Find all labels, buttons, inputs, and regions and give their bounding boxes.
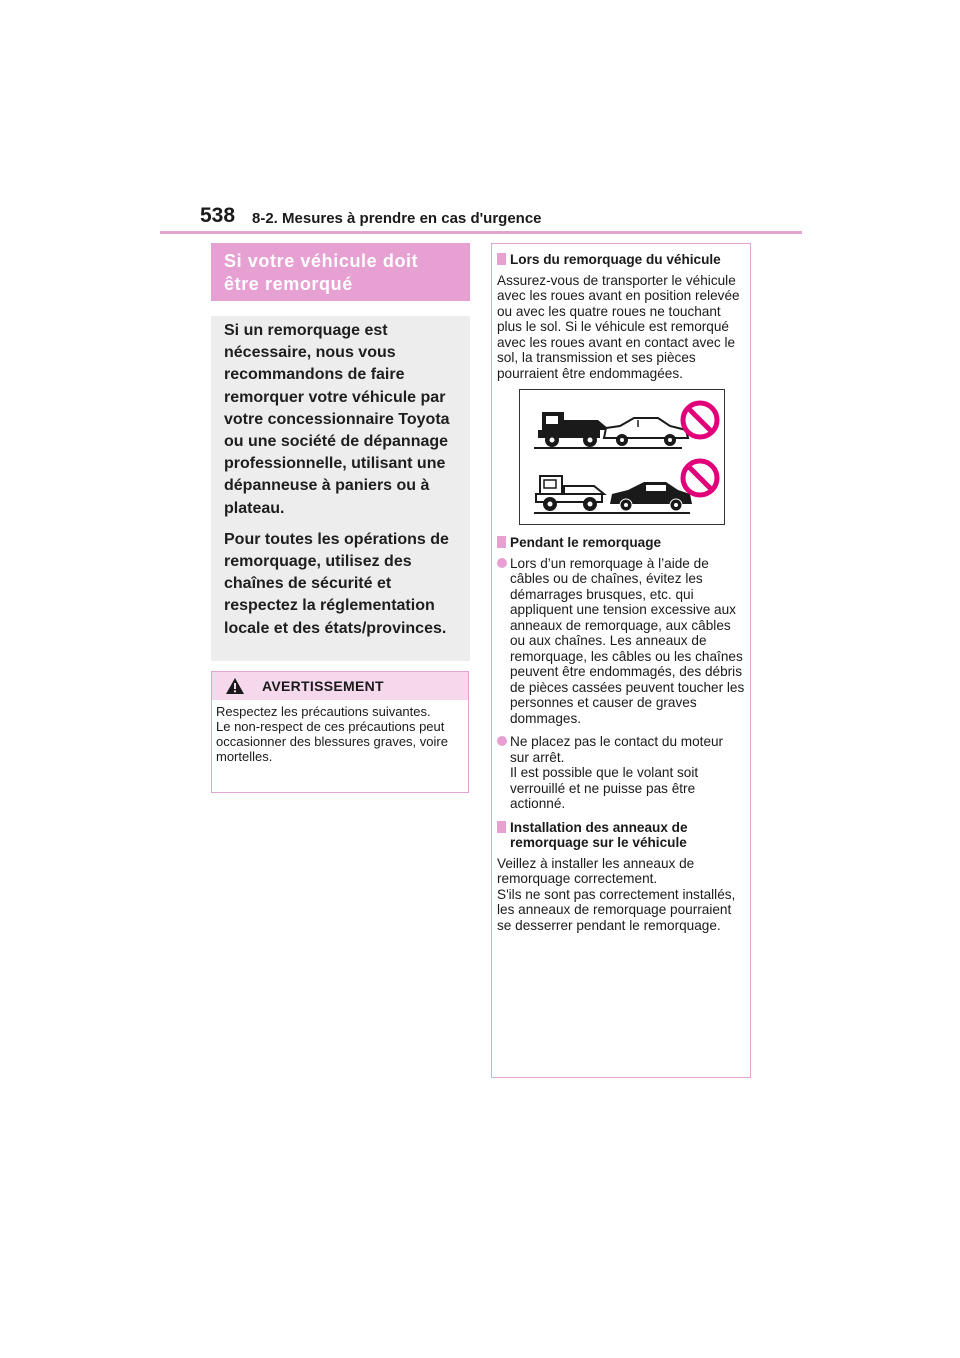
warning-title: AVERTISSEMENT: [262, 678, 384, 694]
install-eyelets-line-1: Veillez à installer les anneaux de remorquage correctement.: [497, 855, 695, 886]
towed-car-1-icon: [604, 418, 688, 446]
bullet-text-line-2: Il est possible que le volant soit verrouillé et ne puisse pas être actionné.: [510, 765, 699, 811]
warning-triangle-icon: [226, 678, 244, 694]
subheading-text: Pendant le remorquage: [510, 535, 662, 550]
right-column: [491, 243, 751, 1078]
warning-line-1: Respectez les précautions suivantes.: [216, 704, 431, 719]
towed-car-2-icon: [610, 482, 692, 511]
subheading-install-towing-eyelets: [497, 820, 745, 851]
bullet-item: [497, 556, 745, 727]
install-eyelets-line-2: S'ils ne sont pas correctement installés, les anneaux de remorquage pourraient se desserrer pendant le remorquage.: [497, 886, 736, 933]
intro-paragraph-2: Pour toutes les opérations de remorquage, utilisez des chaînes de sécurité et respectez la réglementation locale et des états/provinces.: [224, 530, 449, 637]
section-heading-band: [211, 243, 470, 301]
subheading-text: Lors du remorquage du véhicule: [510, 252, 721, 267]
header-rule: [160, 231, 802, 234]
prohibited-sign-1-icon: [683, 403, 717, 437]
warning-header: [212, 672, 468, 700]
subheading-text: Installation des anneaux de remorquage sur le véhicule: [510, 819, 688, 850]
subheading-towing-vehicle: [497, 252, 745, 268]
warning-body: [212, 700, 468, 764]
subheading-during-towing: [497, 535, 745, 551]
towing-illustration: [519, 389, 725, 525]
round-bullet-icon: [497, 736, 507, 746]
bullet-item: [497, 734, 745, 812]
intro-box: [211, 316, 470, 661]
prohibited-sign-2-icon: [683, 461, 717, 495]
round-bullet-icon: [497, 558, 507, 568]
square-bullet-icon: [497, 821, 506, 833]
square-bullet-icon: [497, 536, 506, 548]
bullet-text-line-1: Ne placez pas le contact du moteur sur arrêt.: [510, 734, 724, 765]
intro-paragraph-1: Si un remorquage est nécessaire, nous vous recommandons de faire remorquer votre véhicule par votre concessionnaire Toyota ou une société de dépannage professionnelle, utilisant une dépanneuse à paniers ou à plateau.: [224, 322, 450, 517]
bullet-text: Lors d’un remorquage à l’aide de câbles ou de chaînes, évitez les démarrages brusques, etc. qui appliquent une tension excessive aux anneaux de remorquage, aux câbles ou aux chaînes. Les anneaux de remorquage, les câbles ou les chaînes peuvent être endommagés, des débris de pièces cassées peuvent toucher les personnes et causer de graves dommages.: [510, 555, 745, 726]
towing-prohibited-drawing: [520, 390, 724, 524]
install-eyelets-text: [497, 856, 745, 934]
warning-line-2: Le non-respect de ces précautions peut occasionner des blessures graves, voire mortelles.: [216, 719, 448, 764]
warning-box: [211, 671, 469, 793]
square-bullet-icon: [497, 253, 506, 265]
tow-truck-2-icon: [536, 476, 604, 511]
page-number: 538: [200, 204, 236, 227]
heading-line-2: être remorqué: [224, 274, 353, 294]
tow-truck-1-icon: [538, 412, 610, 447]
heading-line-1: Si votre véhicule doit: [224, 251, 419, 271]
section-title: 8-2. Mesures à prendre en cas d'urgence: [252, 210, 542, 227]
towing-vehicle-text: Assurez-vous de transporter le véhicule avec les roues avant en position relevée ou avec les quatre roues ne touchant plus le sol. Si le véhicule est remorqué avec les roues avant en contact avec le sol, la transmission et ses pièces pourraient être endommagées.: [497, 272, 740, 381]
